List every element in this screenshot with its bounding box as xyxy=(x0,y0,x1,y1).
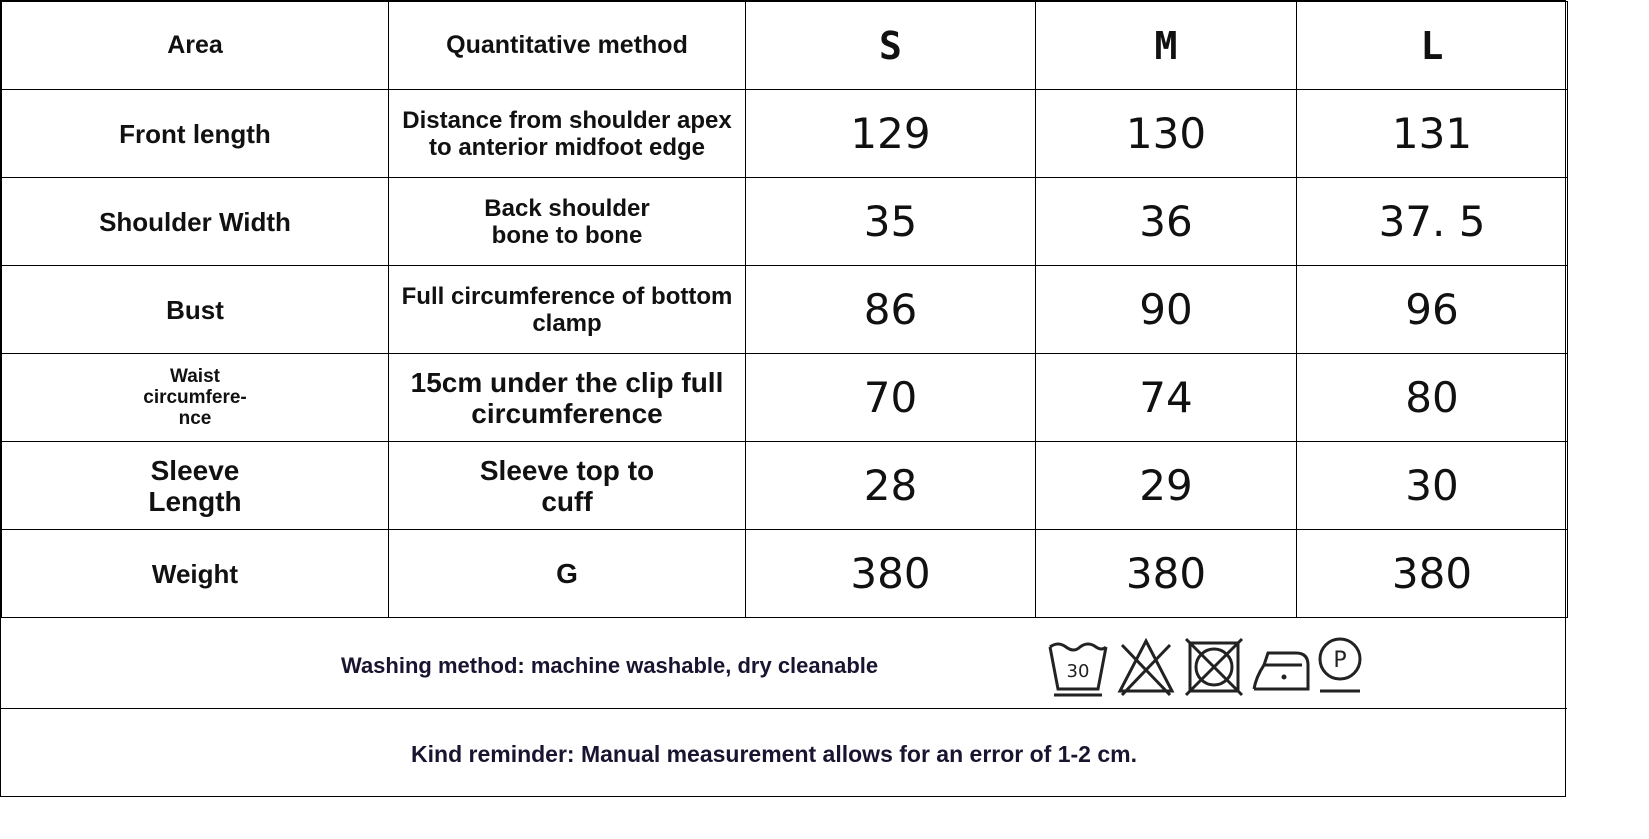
method-cell: Back shoulder bone to bone xyxy=(389,178,746,266)
table-row xyxy=(2,530,1568,618)
area-cell: Shoulder Width xyxy=(2,178,389,266)
dry-clean-p-icon xyxy=(1316,637,1364,697)
washing-row xyxy=(1,621,1567,709)
value-l: 37. 5 xyxy=(1297,178,1568,266)
value-l: 80 xyxy=(1297,354,1568,442)
iron-low-icon xyxy=(1250,637,1312,697)
method-cell: Full circumference of bottom clamp xyxy=(389,266,746,354)
table-row xyxy=(2,266,1568,354)
value-s: 70 xyxy=(746,354,1036,442)
value-m: 74 xyxy=(1036,354,1297,442)
care-icons xyxy=(1046,637,1366,699)
size-table xyxy=(1,1,1568,618)
washing-method-text: Washing method: machine washable, dry cleanable xyxy=(341,653,879,678)
header-area: Area xyxy=(2,2,389,90)
table-row xyxy=(2,354,1568,442)
header-size-m: M xyxy=(1036,2,1297,90)
table-row xyxy=(2,178,1568,266)
value-l: 96 xyxy=(1297,266,1568,354)
do-not-tumble-dry-icon xyxy=(1184,637,1244,697)
value-s: 28 xyxy=(746,442,1036,530)
area-cell: Weight xyxy=(2,530,389,618)
header-method: Quantitative method xyxy=(389,2,746,90)
value-l: 380 xyxy=(1297,530,1568,618)
area-cell: Bust xyxy=(2,266,389,354)
header-size-s: S xyxy=(746,2,1036,90)
value-s: 129 xyxy=(746,90,1036,178)
header-row xyxy=(2,2,1568,90)
svg-text:30: 30 xyxy=(1066,661,1090,682)
value-m: 90 xyxy=(1036,266,1297,354)
reminder-row xyxy=(1,709,1567,797)
value-m: 29 xyxy=(1036,442,1297,530)
method-cell: 15cm under the clip full circumference xyxy=(389,354,746,442)
header-size-l: L xyxy=(1297,2,1568,90)
value-m: 130 xyxy=(1036,90,1297,178)
table-row xyxy=(2,442,1568,530)
value-s: 380 xyxy=(746,530,1036,618)
wash-30-icon xyxy=(1046,637,1110,697)
method-cell: G xyxy=(389,530,746,618)
area-cell: Front length xyxy=(2,90,389,178)
area-cell: Waist circumfere-nce xyxy=(2,354,389,442)
svg-text:P: P xyxy=(1333,648,1347,673)
value-m: 36 xyxy=(1036,178,1297,266)
method-cell: Distance from shoulder apex to anterior midfoot edge xyxy=(389,90,746,178)
value-s: 86 xyxy=(746,266,1036,354)
value-l: 30 xyxy=(1297,442,1568,530)
table-row xyxy=(2,90,1568,178)
value-s: 35 xyxy=(746,178,1036,266)
do-not-bleach-icon xyxy=(1116,637,1176,697)
method-cell: Sleeve top to cuff xyxy=(389,442,746,530)
value-l: 131 xyxy=(1297,90,1568,178)
area-cell: Sleeve Length xyxy=(2,442,389,530)
measurement-reminder-text: Kind reminder: Manual measurement allows for an error of 1-2 cm. xyxy=(411,741,1137,767)
value-m: 380 xyxy=(1036,530,1297,618)
